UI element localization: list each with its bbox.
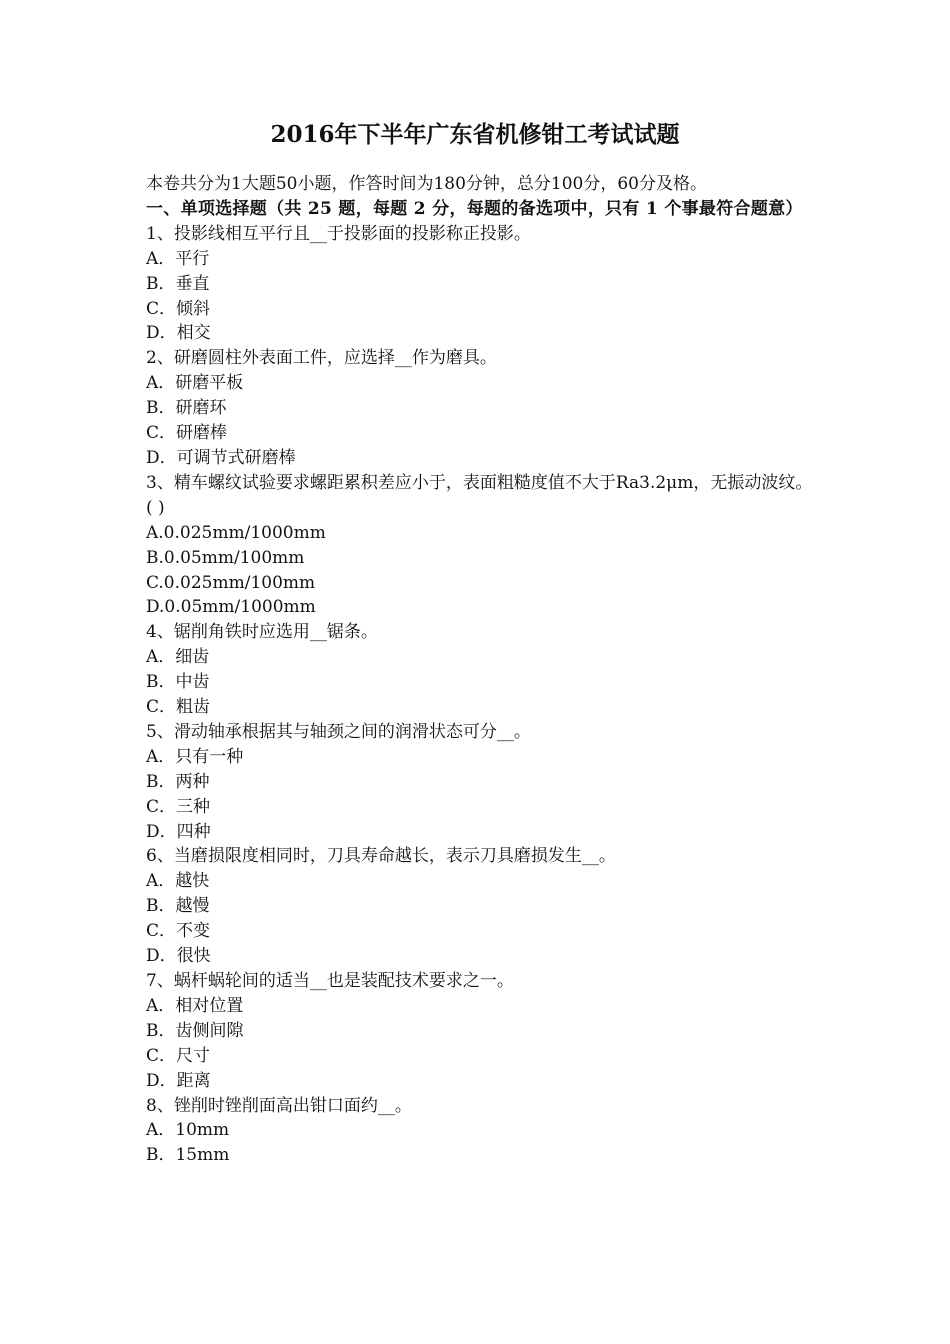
question-6-option-c: C．不变 <box>146 921 211 942</box>
question-6-stem: 6、当磨损限度相同时，刀具寿命越长，表示刀具磨损发生__。 <box>146 846 616 867</box>
question-3-option-d: D.0.05mm/1000mm <box>146 597 316 618</box>
question-7-stem: 7、蜗杆蜗轮间的适当__也是装配技术要求之一。 <box>146 971 514 991</box>
question-2-stem: 2、研磨圆柱外表面工件，应选择__作为磨具。 <box>146 348 497 369</box>
question-6-option-b: B．越慢 <box>146 896 210 917</box>
question-7-option-d: D．距离 <box>146 1070 211 1091</box>
question-1-option-c: C．倾斜 <box>146 298 211 319</box>
question-6-option-d: D．很快 <box>146 946 211 967</box>
question-8-stem: 8、锉削时锉削面高出钳口面约__。 <box>146 1095 412 1116</box>
question-1-stem: 1、投影线相互平行且__于投影面的投影称正投影。 <box>146 223 531 244</box>
section-heading: 一、单项选择题（共 25 题，每题 2 分，每题的备选项中，只有 1 个事最符合题意） <box>146 198 803 219</box>
question-2-option-a: A．研磨平板 <box>146 373 244 394</box>
question-7-option-a: A．相对位置 <box>146 995 244 1016</box>
question-3-stem: 3、精车螺纹试验要求螺距累积差应小于，表面粗糙度值不大于Ra3.2μm，无振动波纹。( ) <box>146 472 813 518</box>
question-1-option-d: D．相交 <box>146 323 211 344</box>
question-5-stem: 5、滑动轴承根据其与轴颈之间的润滑状态可分__。 <box>146 721 531 742</box>
question-1-option-a: A．平行 <box>146 248 210 269</box>
question-2-option-d: D．可调节式研磨棒 <box>146 447 296 468</box>
question-5-option-c: C．三种 <box>146 796 211 817</box>
question-7-option-c: C．尺寸 <box>146 1045 211 1066</box>
question-7-option-b: B．齿侧间隙 <box>146 1020 244 1041</box>
question-2-option-c: C．研磨棒 <box>146 423 228 444</box>
document-body <box>146 172 816 1168</box>
question-4-option-c: C．粗齿 <box>146 697 211 718</box>
question-1-option-b: B．垂直 <box>146 273 210 294</box>
question-2-option-b: B．研磨环 <box>146 398 227 419</box>
document-title: 2016年下半年广东省机修钳工考试试题 <box>270 121 680 148</box>
question-3-option-a: A.0.025mm/1000mm <box>146 522 326 543</box>
question-5-option-d: D．四种 <box>146 821 211 842</box>
question-5-option-b: B．两种 <box>146 771 210 792</box>
question-6-option-a: A．越快 <box>146 871 210 892</box>
question-3-option-c: C.0.025mm/100mm <box>146 572 316 593</box>
exam-intro: 本卷共分为1大题50小题，作答时间为180分钟，总分100分，60分及格。 <box>146 174 707 194</box>
question-3-option-b: B.0.05mm/100mm <box>146 547 305 568</box>
question-8-option-a: A．10mm <box>146 1120 230 1141</box>
question-4-stem: 4、锯削角铁时应选用__锯条。 <box>146 622 378 643</box>
question-8-option-b: B．15mm <box>146 1145 230 1166</box>
question-4-option-a: A．细齿 <box>146 647 210 668</box>
question-5-option-a: A．只有一种 <box>146 746 244 767</box>
question-4-option-b: B．中齿 <box>146 672 210 693</box>
